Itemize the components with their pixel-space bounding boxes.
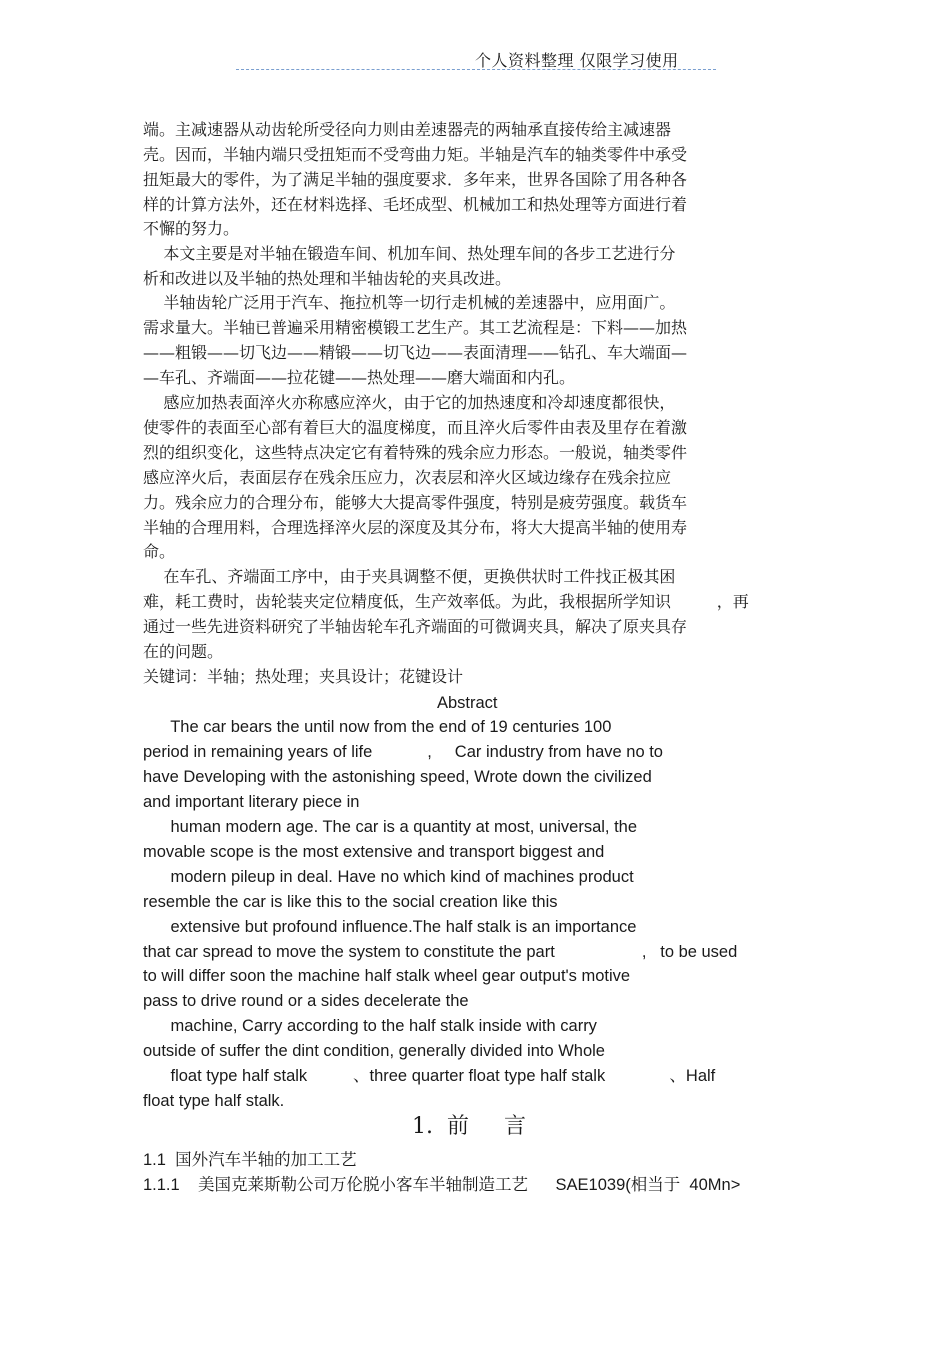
abstract-line: to will differ soon the machine half stalk wheel gear output's motive — [143, 967, 631, 985]
abstract-line: outside of suffer the dint condition, generally divided into Whole — [143, 1042, 605, 1060]
abstract-line: extensive but profound influence.The half stalk is an importance — [143, 918, 637, 936]
abstract-line: period in remaining years of life , Car industry from have no to — [143, 743, 663, 761]
abstract-line: have Developing with the astonishing speed, Wrote down the civilized — [143, 768, 652, 786]
body-line: 通过一些先进资料研究了半轴齿轮车孔齐端面的可微调夹具，解决了原夹具存 — [143, 617, 688, 636]
body-line: 需求量大。半轴已普遍采用精密模锻工艺生产。其工艺流程是：下料——加热 — [143, 318, 688, 337]
abstract-line: that car spread to move the system to constitute the part , to be used — [143, 943, 738, 961]
abstract-line: movable scope is the most extensive and transport biggest and — [143, 843, 605, 861]
section-title: 1. 前 言 — [412, 1114, 526, 1139]
body-line: 在的问题。 — [143, 642, 224, 661]
abstract-heading: Abstract — [437, 694, 498, 712]
body-line: 烈的组织变化，这些特点决定它有着特殊的残余应力形态。一般说，轴类零件 — [143, 443, 688, 462]
subsection-1-1-1: 1.1.1 美国克莱斯勒公司万伦脱小客车半轴制造工艺 SAE1039(相当于 40Mn> — [143, 1176, 741, 1194]
body-line: 不懈的努力。 — [143, 219, 240, 238]
body-line: 力。残余应力的合理分布，能够大大提高零件强度，特别是疲劳强度。载货车 — [143, 493, 688, 512]
abstract-line: and important literary piece in — [143, 793, 360, 811]
body-line: 析和改进以及半轴的热处理和半轴齿轮的夹具改进。 — [143, 269, 512, 288]
body-line: 难，耗工费时，齿轮装夹定位精度低，生产效率低。为此，我根据所学知识 ，再 — [143, 592, 749, 611]
body-line: 命。 — [143, 542, 176, 561]
body-line: ——粗锻——切飞边——精锻——切飞边——表面清理——钻孔、车大端面— — [143, 343, 688, 362]
body-line: 本文主要是对半轴在锻造车间、机加车间、热处理车间的各步工艺进行分 — [143, 244, 676, 263]
body-line: 半轴的合理用料，合理选择淬火层的深度及其分布，将大大提高半轴的使用寿 — [143, 518, 688, 537]
body-line: 使零件的表面至心部有着巨大的温度梯度，而且淬火后零件由表及里存在着激 — [143, 418, 688, 437]
body-line: 壳。因而，半轴内端只受扭矩而不受弯曲力矩。半轴是汽车的轴类零件中承受 — [143, 145, 688, 164]
abstract-line: human modern age. The car is a quantity at most, universal, the — [143, 818, 638, 836]
abstract-line: machine, Carry according to the half stalk inside with carry — [143, 1017, 597, 1035]
subsection-1-1: 1.1 国外汽车半轴的加工工艺 — [143, 1151, 357, 1169]
body-line: 样的计算方法外，还在材料选择、毛坯成型、机械加工和热处理等方面进行着 — [143, 195, 688, 214]
abstract-line: The car bears the until now from the end of 19 centuries 100 — [143, 718, 612, 736]
abstract-line: float type half stalk 、three quarter float type half stalk 、Half — [143, 1067, 716, 1085]
header-divider — [236, 69, 716, 70]
page-header: 个人资料整理 仅限学习使用 — [475, 51, 679, 70]
body-line: —车孔、齐端面——拉花键——热处理——磨大端面和内孔。 — [143, 368, 576, 387]
body-line: 关键词：半轴；热处理；夹具设计；花键设计 — [143, 667, 464, 686]
body-line: 半轴齿轮广泛用于汽车、拖拉机等一切行走机械的差速器中，应用面广。 — [143, 293, 676, 312]
abstract-line: pass to drive round or a sides decelerate the — [143, 992, 469, 1010]
body-line: 感应淬火后，表面层存在残余压应力，次表层和淬火区域边缘存在残余拉应 — [143, 468, 672, 487]
abstract-line: modern pileup in deal. Have no which kind of machines product — [143, 868, 634, 886]
body-line: 扭矩最大的零件，为了满足半轴的强度要求．多年来，世界各国除了用各种各 — [143, 170, 688, 189]
abstract-line: resemble the car is like this to the social creation like this — [143, 893, 558, 911]
body-line: 感应加热表面淬火亦称感应淬火，由于它的加热速度和冷却速度都很快， — [143, 393, 676, 412]
body-line: 端。主减速器从动齿轮所受径向力则由差速器壳的两轴承直接传给主减速器 — [143, 120, 672, 139]
body-line: 在车孔、齐端面工序中，由于夹具调整不便，更换供状时工件找正极其困 — [143, 567, 676, 586]
abstract-line: float type half stalk. — [143, 1092, 285, 1110]
